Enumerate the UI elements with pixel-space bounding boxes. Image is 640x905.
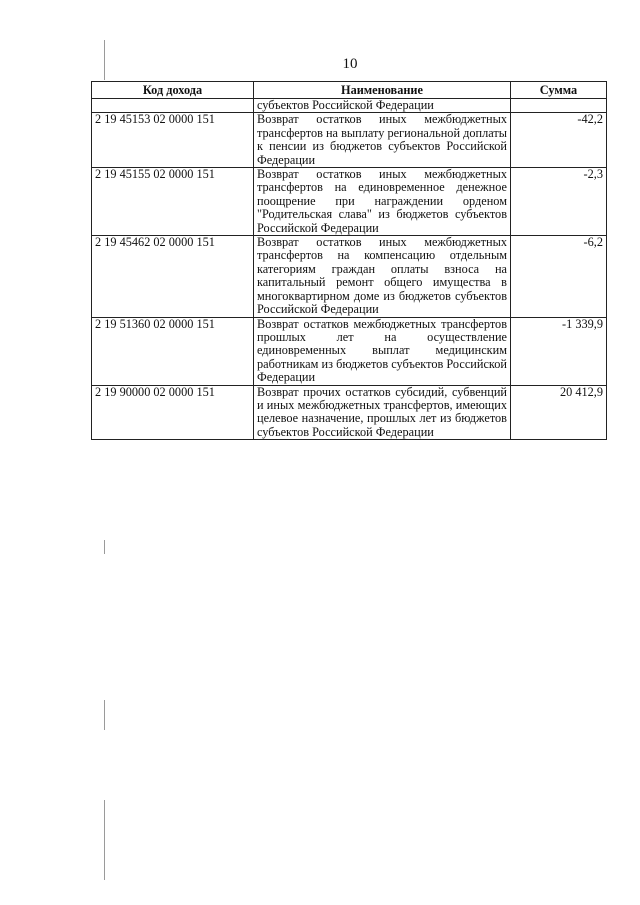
table-header-row	[92, 82, 607, 99]
cell-name: Возврат остатков иных межбюджетных трансфертов на выплату региональной доплаты к пенсии из бюджетов субъектов Российской Федерации	[254, 113, 511, 168]
cell-code	[92, 99, 254, 113]
cell-name: Возврат остатков иных межбюджетных трансфертов на компенсацию отдельным категориям граждан оплаты взноса на капитальный ремонт общего имущества в многоквартирном доме из бюджетов субъектов Российской Федерации	[254, 236, 511, 317]
cell-name: Возврат остатков межбюджетных трансфертов прошлых лет на осуществление единовременных выплат медицинским работникам из бюджетов субъектов Российской Федерации	[254, 317, 511, 385]
scan-mark	[104, 800, 105, 880]
cell-code: 2 19 45462 02 0000 151	[92, 236, 254, 317]
income-table	[91, 81, 607, 440]
cell-sum: -42,2	[511, 113, 607, 168]
table-row	[92, 99, 607, 113]
cell-sum	[511, 99, 607, 113]
table-row	[92, 113, 607, 168]
scan-mark	[104, 40, 105, 80]
cell-name: субъектов Российской Федерации	[254, 99, 511, 113]
header-code: Код дохода	[92, 82, 254, 99]
table-row	[92, 236, 607, 317]
cell-sum: -1 339,9	[511, 317, 607, 385]
cell-code: 2 19 45155 02 0000 151	[92, 168, 254, 236]
cell-name: Возврат прочих остатков субсидий, субвенций и иных межбюджетных трансфертов, имеющих целевое назначение, прошлых лет из бюджетов субъектов Российской Федерации	[254, 385, 511, 440]
header-name: Наименование	[254, 82, 511, 99]
cell-code: 2 19 45153 02 0000 151	[92, 113, 254, 168]
page-number: 10	[342, 56, 358, 72]
table-row	[92, 317, 607, 385]
table-row	[92, 385, 607, 440]
table-row	[92, 168, 607, 236]
header-sum: Сумма	[511, 82, 607, 99]
scan-mark	[104, 540, 105, 554]
scan-mark	[104, 700, 105, 730]
cell-code: 2 19 51360 02 0000 151	[92, 317, 254, 385]
cell-name: Возврат остатков иных межбюджетных трансфертов на единовременное денежное поощрение при награждении орденом "Родительская слава" из бюджетов субъектов Российской Федерации	[254, 168, 511, 236]
cell-sum: -2,3	[511, 168, 607, 236]
cell-sum: -6,2	[511, 236, 607, 317]
cell-code: 2 19 90000 02 0000 151	[92, 385, 254, 440]
cell-sum: 20 412,9	[511, 385, 607, 440]
